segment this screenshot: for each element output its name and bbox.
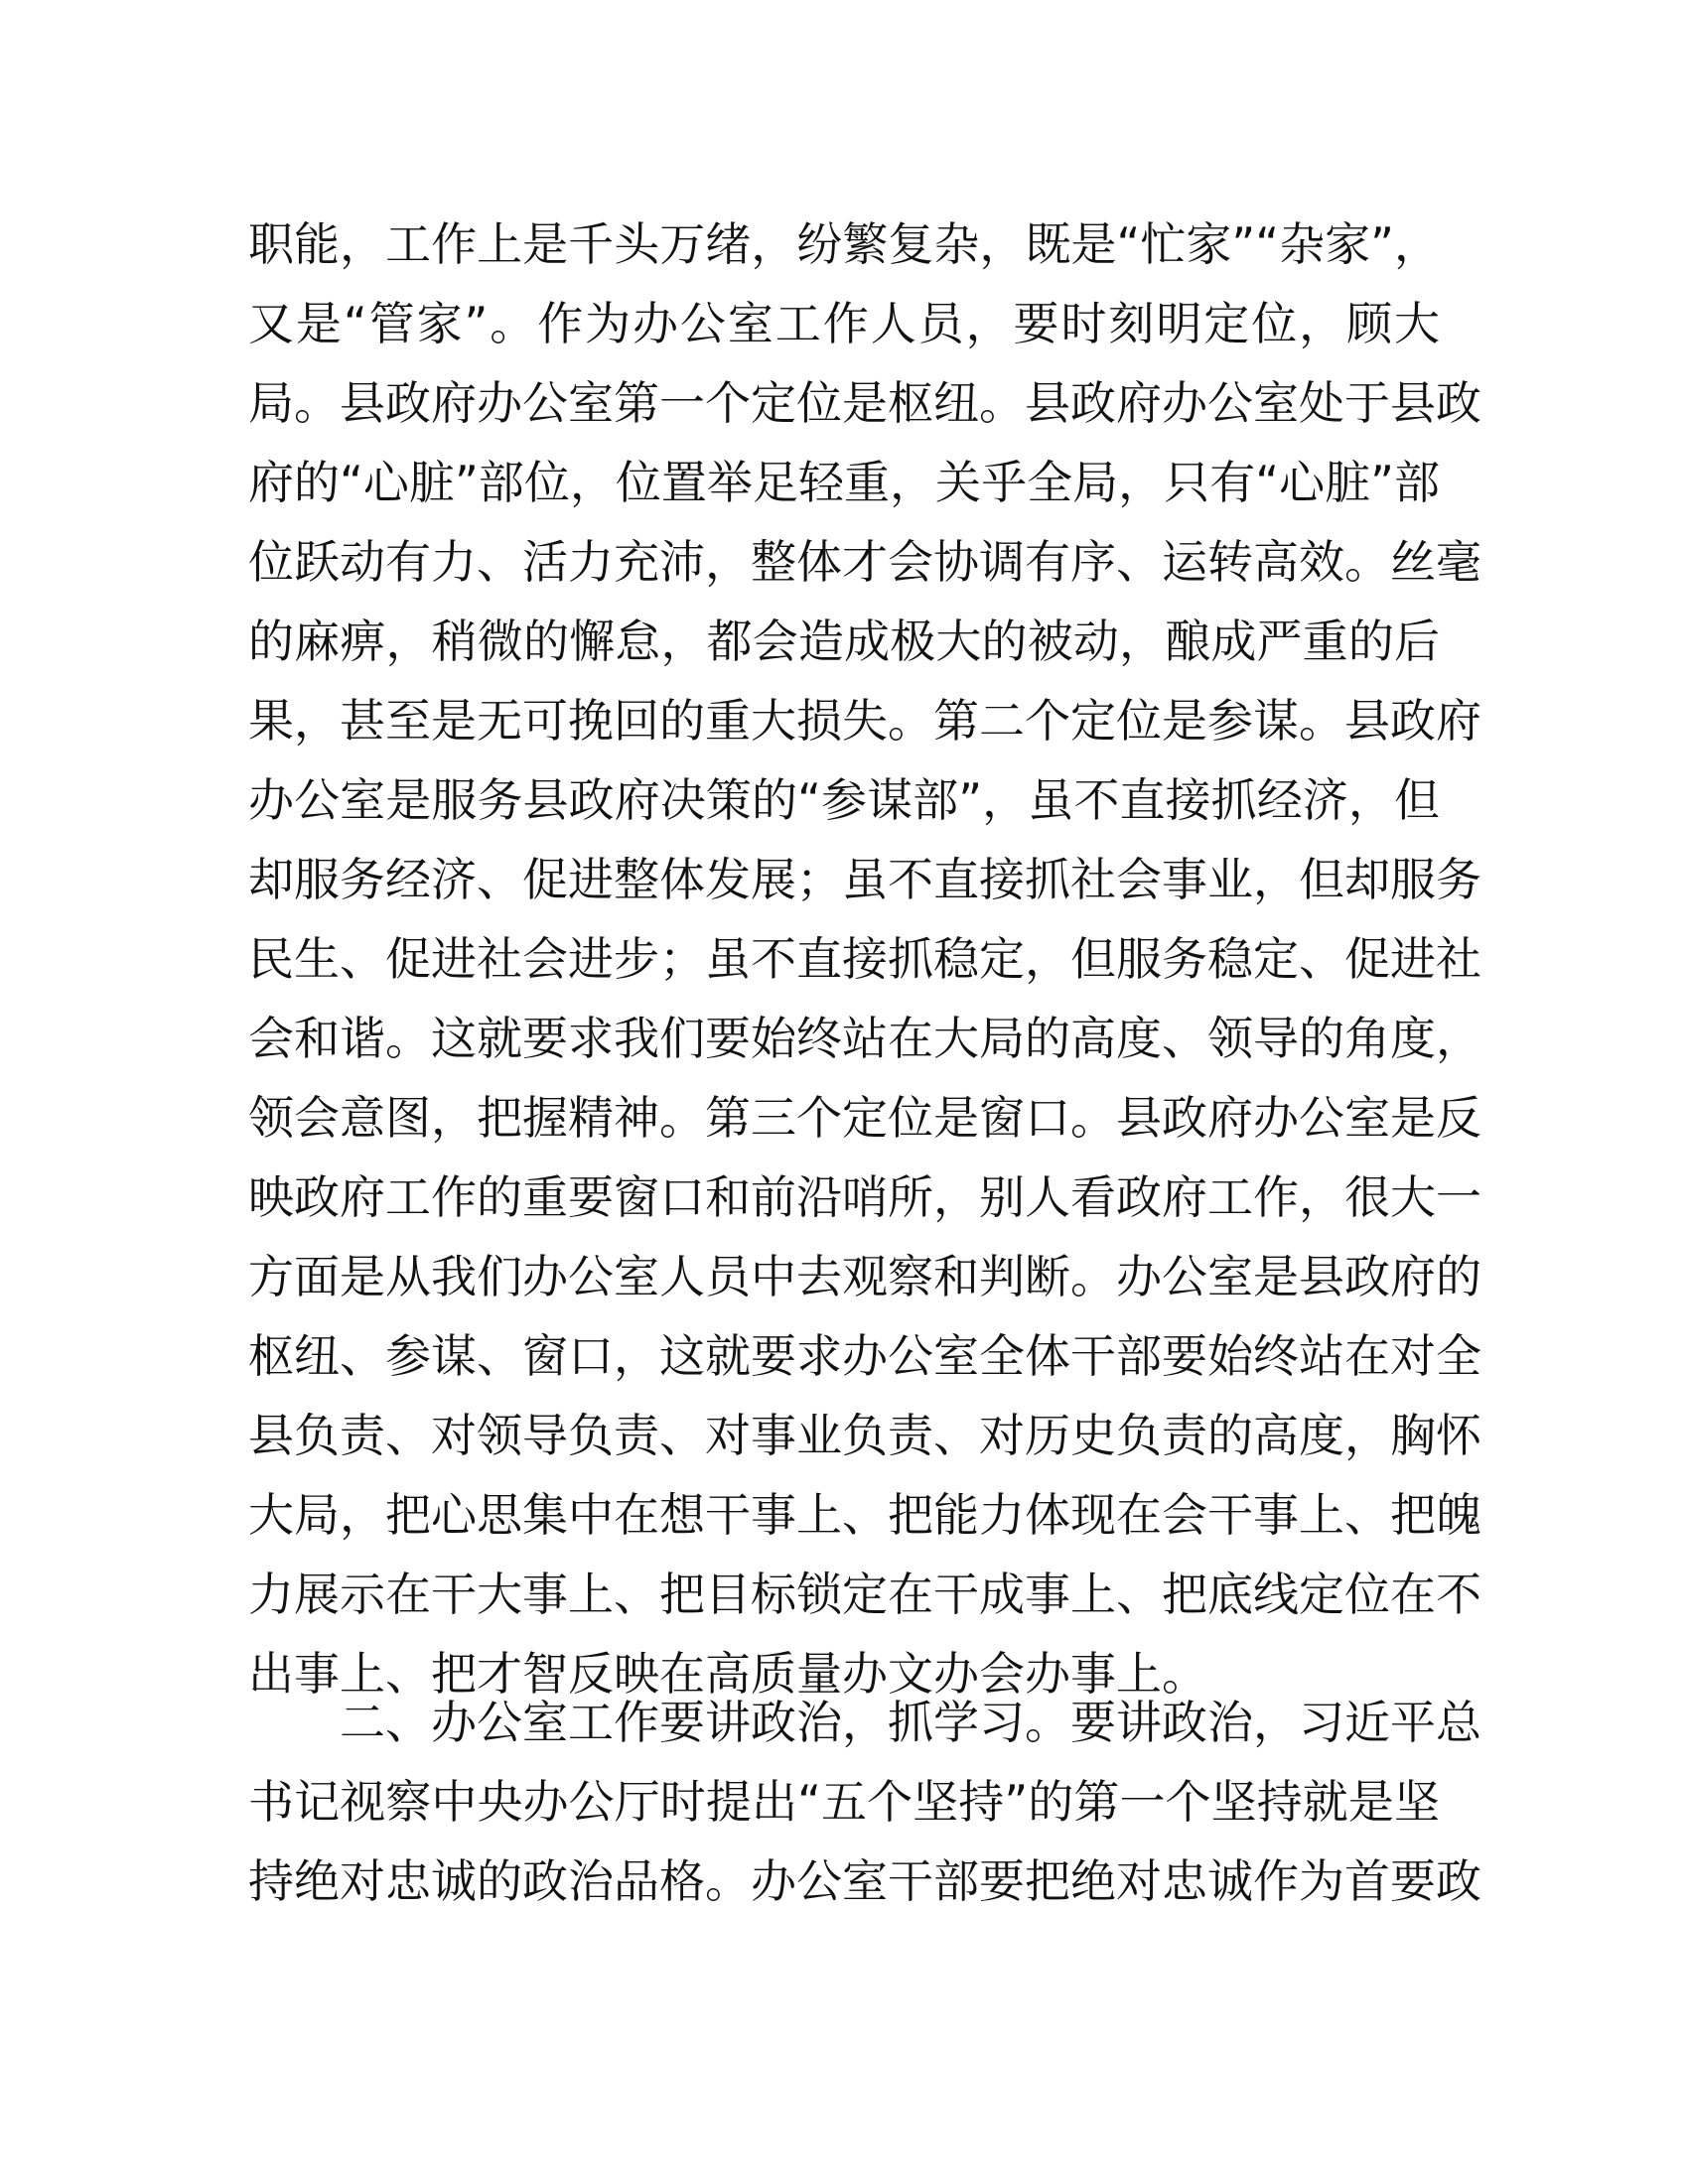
text-line: 领会意图，把握精神。第三个定位是窗口。县政府办公室是反 [248, 1091, 1481, 1145]
paragraph-1 [248, 205, 1481, 1713]
text-line: 的麻痹，稍微的懈怠，都会造成极大的被动，酿成严重的后 [248, 614, 1440, 668]
text-line: 二、办公室工作要讲政治，抓学习。要讲政治，习近平总 [340, 1696, 1481, 1749]
text-line: 办公室是服务县政府决策的“参谋部”，虽不直接抓经济，但 [248, 773, 1440, 827]
text-line: 局。县政府办公室第一个定位是枢纽。县政府办公室处于县政 [248, 376, 1481, 430]
text-line: 民生、促进社会进步；虽不直接抓稳定，但服务稳定、促进社 [248, 932, 1481, 986]
text-line: 枢纽、参谋、窗口，这就要求办公室全体干部要始终站在对全 [248, 1329, 1481, 1383]
text-line: 大局，把心思集中在想干事上、把能力体现在会干事上、把魄 [248, 1488, 1481, 1542]
text-line: 县负责、对领导负责、对事业负责、对历史负责的高度，胸怀 [248, 1409, 1481, 1462]
text-line: 映政府工作的重要窗口和前沿哨所，别人看政府工作，很大一 [248, 1170, 1481, 1224]
text-line: 职能，工作上是千头万绪，纷繁复杂，既是“忙家”“杂家”， [248, 217, 1440, 271]
text-line: 位跃动有力、活力充沛，整体才会协调有序、运转高效。丝毫 [248, 535, 1481, 589]
text-line: 会和谐。这就要求我们要始终站在大局的高度、领导的角度， [248, 1012, 1481, 1065]
text-line: 果，甚至是无可挽回的重大损失。第二个定位是参谋。县政府 [248, 694, 1481, 748]
text-line: 却服务经济、促进整体发展；虽不直接抓社会事业，但却服务 [248, 853, 1481, 906]
paragraph-2 [248, 1683, 1481, 1921]
text-line: 书记视察中央办公厅时提出“五个坚持”的第一个坚持就是坚 [248, 1775, 1440, 1829]
text-line: 出事上、把才智反映在高质量办文办会办事上。 [248, 1647, 1207, 1701]
text-line: 又是“管家”。作为办公室工作人员，要时刻明定位，顾大 [248, 297, 1440, 350]
text-line: 持绝对忠诚的政治品格。办公室干部要把绝对忠诚作为首要政 [248, 1854, 1481, 1908]
text-line: 力展示在干大事上、把目标锁定在干成事上、把底线定位在不 [248, 1568, 1481, 1621]
text-line: 府的“心脏”部位，位置举足轻重，关乎全局，只有“心脏”部 [248, 456, 1440, 509]
text-line: 方面是从我们办公室人员中去观察和判断。办公室是县政府的 [248, 1250, 1481, 1303]
